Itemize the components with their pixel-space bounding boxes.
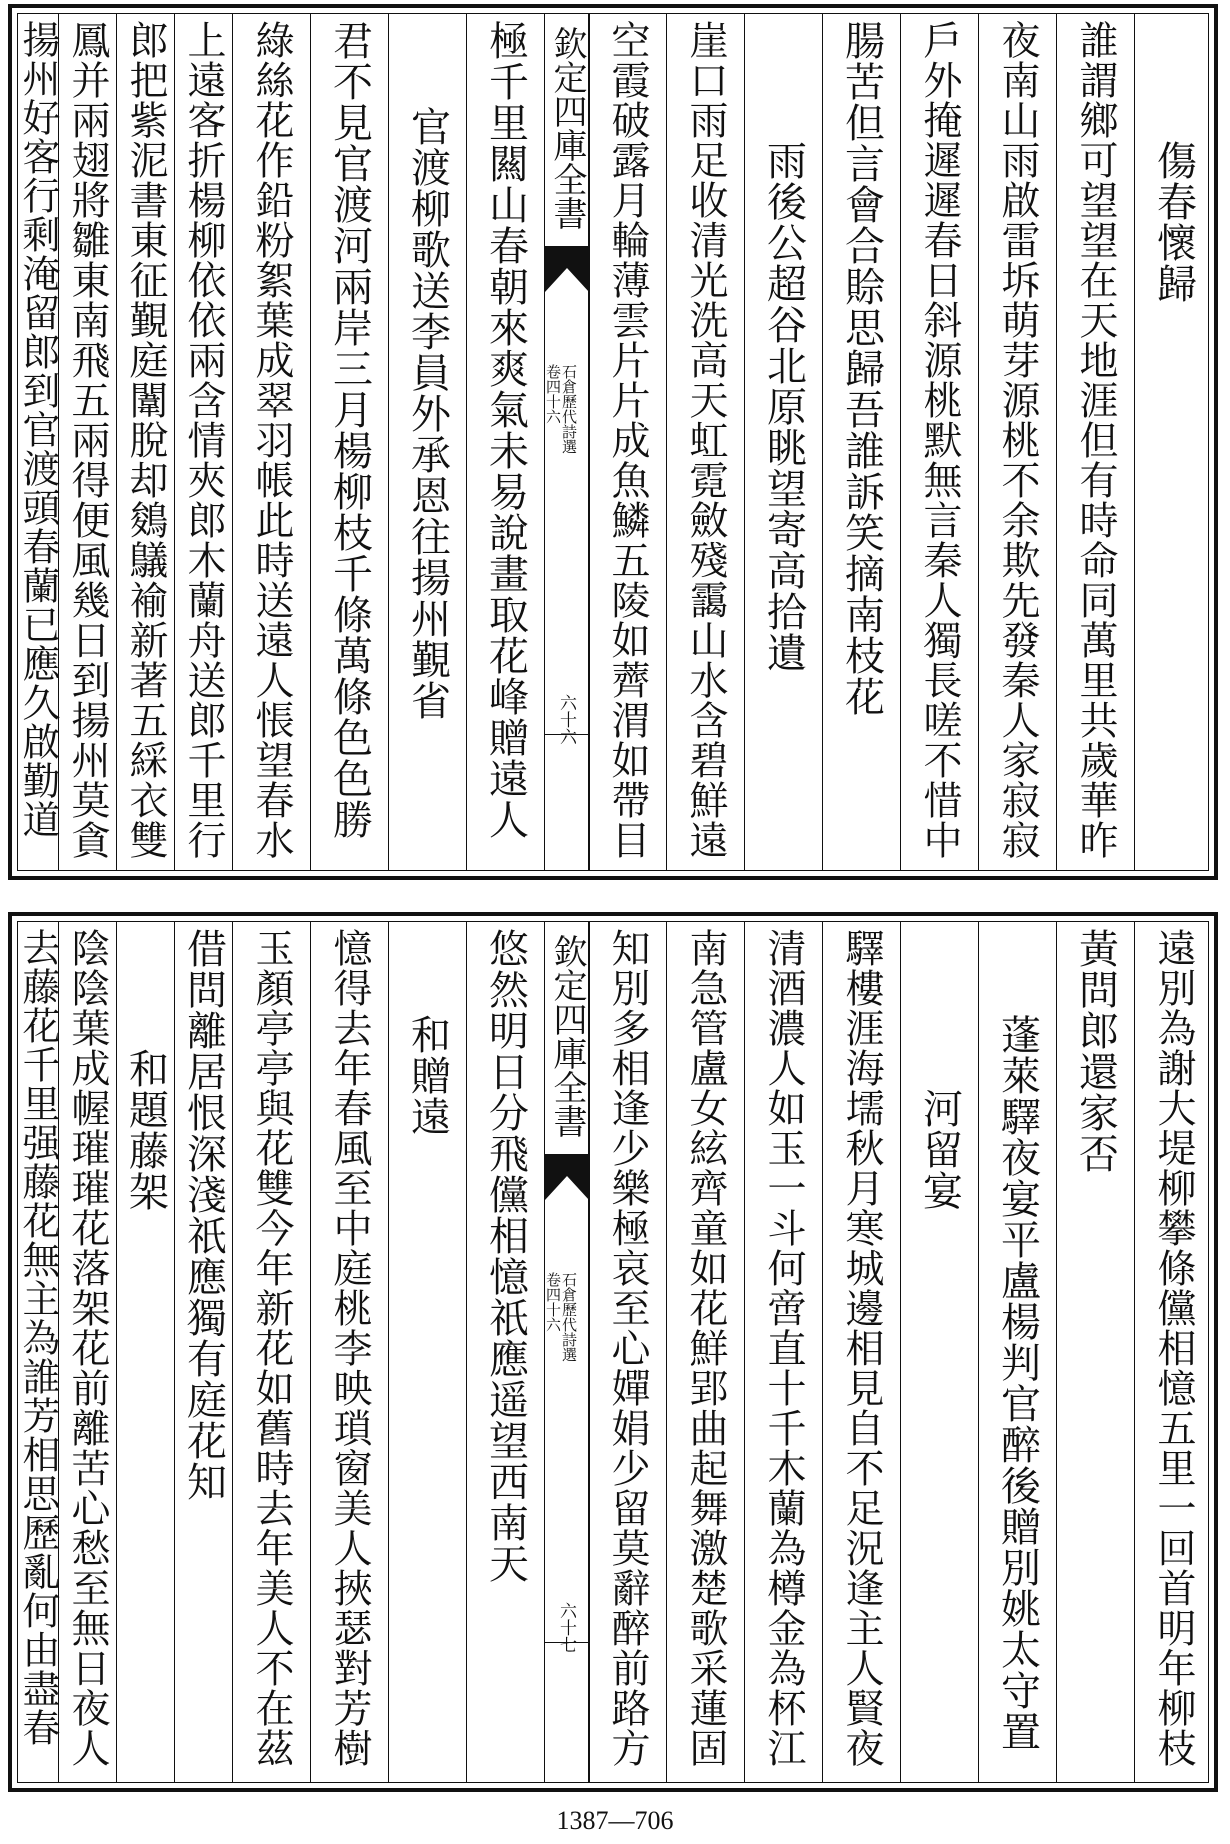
bottom-col-r7	[588, 922, 666, 1782]
top-page	[8, 4, 1218, 880]
top-col-r0	[1134, 14, 1212, 870]
page-footer-number: 1387—706	[556, 1806, 674, 1835]
poem-line: 去藤花千里强藤花無主為誰芳相思歷亂何由盡春	[16, 928, 60, 1747]
poem-line: 君不見官渡河兩岸三月楊柳枝千條萬條色色勝	[326, 20, 373, 840]
top-center-margin	[544, 14, 590, 870]
book-series-title: 欽定四庫全書	[547, 934, 587, 1138]
bottom-col-l2	[310, 922, 388, 1782]
bottom-page-frame	[17, 921, 1209, 1783]
bottom-col-l1	[388, 922, 466, 1782]
poem-title: 傷春懷歸	[1150, 140, 1197, 304]
top-page-frame	[17, 13, 1209, 871]
book-name: 石倉歷代詩選	[560, 1272, 578, 1362]
poem-line: 憶得去年春風至中庭桃李映瑣窗美人挾瑟對芳樹	[327, 928, 372, 1768]
bottom-col-r6	[666, 922, 744, 1782]
top-col-r6	[666, 14, 744, 870]
top-col-r2	[978, 14, 1056, 870]
top-col-l1	[388, 14, 466, 870]
bottom-center-margin	[544, 922, 590, 1782]
poem-line: 清酒濃人如玉一斗何啻直十千木蘭為樽金為杯江	[761, 928, 806, 1768]
poem-line: 極千里闗山春朝來爽氣未易說畫取花峰贈遠人	[482, 20, 529, 840]
margin-divider	[545, 1642, 589, 1643]
poem-title: 蓬萊驛夜宴平盧楊判官醉後贈別姚太守置	[994, 1014, 1041, 1752]
poem-line: 空霞破露月輪薄雲片片成魚鱗五陵如薺渭如帶目	[605, 20, 650, 860]
bottom-col-r1	[1056, 922, 1134, 1782]
poem-line: 崖口雨足收清光洗高天虹霓斂殘靄山水含碧鮮遠	[683, 20, 728, 860]
poem-line: 遠別為謝大堤柳攀條儻相憶五里一回首明年柳枝	[1151, 928, 1196, 1768]
poem-title: 和題藤架	[122, 1048, 169, 1212]
book-name: 石倉歷代詩選	[560, 364, 578, 454]
bottom-col-r5	[744, 922, 822, 1782]
poem-line: 夜南山雨啟雷坼萌芽源桃不余欺先發秦人家寂寂	[995, 20, 1040, 860]
bottom-col-l5	[116, 922, 174, 1782]
top-col-r1	[1056, 14, 1134, 870]
poem-title: 雨後公超谷北原眺望寄高拾遺	[760, 140, 807, 673]
poem-line: 悠然明日分飛儻相憶祇應遥望西南天	[482, 928, 529, 1584]
poem-line: 黃問郎還家否	[1072, 928, 1119, 1174]
top-col-l4	[174, 14, 232, 870]
bottom-col-l4	[174, 922, 232, 1782]
poem-line: 戶外掩遲遲春日斜源桃默無言秦人獨長嗟不惜中	[917, 20, 962, 860]
leaf-number: 六十六	[556, 694, 576, 745]
poem-line: 驛樓涯海壖秋月寒城邊相見自不足況逢主人賢夜	[839, 928, 884, 1768]
bottom-col-l6	[58, 922, 116, 1782]
book-series-title: 欽定四庫全書	[547, 26, 587, 230]
poem-line: 郎把紫泥書東征覲庭闈脫却鵕鸃褕新著五綵衣雙	[123, 20, 168, 860]
poem-line: 腸苦但言會合賒思歸吾誰訴笑摘南枝花	[838, 20, 885, 717]
top-col-l0	[466, 14, 544, 870]
poem-line: 玉顏亭亭與花雙今年新花如舊時去年美人不在茲	[249, 928, 294, 1768]
poem-title: 官渡柳歌送李員外承恩往揚州覲省	[404, 106, 451, 721]
bottom-col-l7	[18, 922, 58, 1782]
poem-line: 揚州好客行剩淹留郎到官渡頭春蘭已應久啟勤道	[16, 20, 60, 839]
top-col-l3	[232, 14, 310, 870]
bottom-col-r2	[978, 922, 1056, 1782]
top-col-l5	[116, 14, 174, 870]
poem-line: 借問離居恨深淺祇應獨有庭花知	[180, 928, 227, 1502]
poem-line: 鳳并兩翅將雛東南飛五兩得便風幾日到揚州莫貪	[65, 20, 110, 860]
juan-number: 卷四十六	[544, 1272, 562, 1332]
poem-line: 南急管盧女絃齊童如花鮮郢曲起舞激楚歌采蓮固	[683, 928, 728, 1768]
fishtail-mark-upper	[545, 1154, 589, 1200]
top-col-l6	[58, 14, 116, 870]
fishtail-mark-upper	[545, 246, 589, 292]
bottom-col-l0	[466, 922, 544, 1782]
poem-line: 誰謂鄉可望望在天地涯但有時命同萬里共歲華昨	[1073, 20, 1118, 860]
top-col-l7	[18, 14, 58, 870]
leaf-number: 六十七	[556, 1602, 576, 1653]
poem-line: 陰陰葉成幄璀璀花落架花前離苦心愁至無日夜人	[65, 928, 110, 1768]
top-col-r4	[822, 14, 900, 870]
bottom-col-r3	[900, 922, 978, 1782]
poem-title: 河留宴	[916, 1088, 963, 1211]
bottom-col-r0	[1134, 922, 1212, 1782]
top-col-r5	[744, 14, 822, 870]
top-col-l2	[310, 14, 388, 870]
juan-number: 卷四十六	[544, 364, 562, 424]
top-col-r3	[900, 14, 978, 870]
poem-line: 上遠客折楊柳依依兩含情夾郎木蘭舟送郎千里行	[181, 20, 226, 860]
bottom-col-r4	[822, 922, 900, 1782]
top-col-r7	[588, 14, 666, 870]
bottom-col-l3	[232, 922, 310, 1782]
margin-divider	[545, 734, 589, 735]
poem-line: 知別多相逢少樂極哀至心嬋娟少留莫辭醉前路方	[605, 928, 650, 1768]
bottom-page	[8, 912, 1218, 1792]
poem-title: 和贈遠	[404, 1014, 451, 1137]
poem-line: 綠絲花作鉛粉絮葉成翠羽帳此時送遠人悵望春水	[249, 20, 294, 860]
